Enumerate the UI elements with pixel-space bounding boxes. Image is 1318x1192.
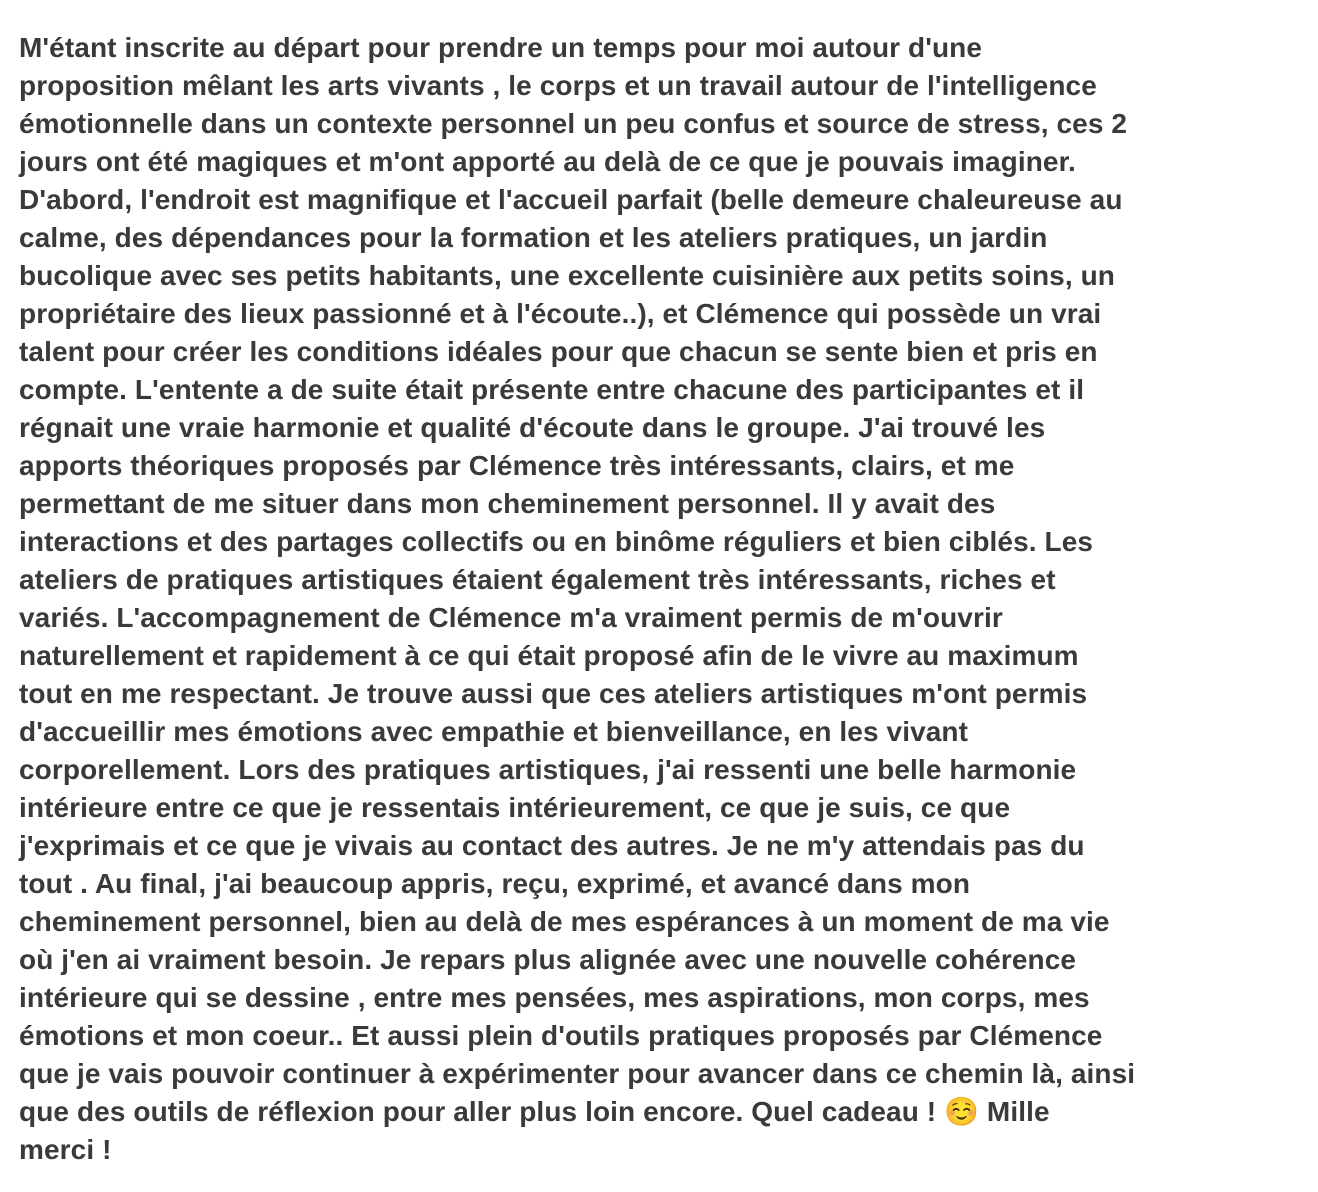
review-text (19, 29, 1299, 1169)
review-line: merci ! (19, 1134, 112, 1165)
review-line: intérieure entre ce que je ressentais intérieurement, ce que je suis, ce que (19, 792, 1011, 823)
review-line: que des outils de réflexion pour aller plus loin encore. Quel cadeau ! ☺️ Mille (19, 1096, 1050, 1127)
review-line: émotions et mon coeur.. Et aussi plein d'outils pratiques proposés par Clémence (19, 1020, 1103, 1051)
review-line: tout . Au final, j'ai beaucoup appris, reçu, exprimé, et avancé dans mon (19, 868, 971, 899)
review-line: jours ont été magiques et m'ont apporté au delà de ce que je pouvais imaginer. (19, 146, 1076, 177)
review-line: naturellement et rapidement à ce qui était proposé afin de le vivre au maximum (19, 640, 1079, 671)
review-line: intérieure qui se dessine , entre mes pensées, mes aspirations, mon corps, mes (19, 982, 1090, 1013)
review-line: bucolique avec ses petits habitants, une excellente cuisinière aux petits soins, un (19, 260, 1115, 291)
review-line: d'accueillir mes émotions avec empathie et bienveillance, en les vivant (19, 716, 969, 747)
review-line: tout en me respectant. Je trouve aussi que ces ateliers artistiques m'ont permis (19, 678, 1088, 709)
review-line: interactions et des partages collectifs ou en binôme réguliers et bien ciblés. Les (19, 526, 1094, 557)
review-line: permettant de me situer dans mon cheminement personnel. Il y avait des (19, 488, 996, 519)
review-line: D'abord, l'endroit est magnifique et l'accueil parfait (belle demeure chaleureuse au (19, 184, 1123, 215)
review-line: M'étant inscrite au départ pour prendre un temps pour moi autour d'une (19, 32, 983, 63)
review-line: j'exprimais et ce que je vivais au contact des autres. Je ne m'y attendais pas du (19, 830, 1085, 861)
review-line: corporellement. Lors des pratiques artistiques, j'ai ressenti une belle harmonie (19, 754, 1077, 785)
review-line: cheminement personnel, bien au delà de mes espérances à un moment de ma vie (19, 906, 1110, 937)
review-line: proposition mêlant les arts vivants , le corps et un travail autour de l'intelligence (19, 70, 1097, 101)
review-line: talent pour créer les conditions idéales pour que chacun se sente bien et pris en (19, 336, 1098, 367)
review-line: ateliers de pratiques artistiques étaient également très intéressants, riches et (19, 564, 1056, 595)
review-line: émotionnelle dans un contexte personnel un peu confus et source de stress, ces 2 (19, 108, 1128, 139)
review-line: que je vais pouvoir continuer à expérimenter pour avancer dans ce chemin là, ainsi (19, 1058, 1136, 1089)
review-line: propriétaire des lieux passionné et à l'écoute..), et Clémence qui possède un vrai (19, 298, 1102, 329)
review-line: calme, des dépendances pour la formation et les ateliers pratiques, un jardin (19, 222, 1048, 253)
review-line: variés. L'accompagnement de Clémence m'a vraiment permis de m'ouvrir (19, 602, 1003, 633)
review-line: compte. L'entente a de suite était présente entre chacune des participantes et il (19, 374, 1085, 405)
review-line: régnait une vraie harmonie et qualité d'écoute dans le groupe. J'ai trouvé les (19, 412, 1046, 443)
review-line: apports théoriques proposés par Clémence très intéressants, clairs, et me (19, 450, 1015, 481)
review-line: où j'en ai vraiment besoin. Je repars plus alignée avec une nouvelle cohérence (19, 944, 1077, 975)
